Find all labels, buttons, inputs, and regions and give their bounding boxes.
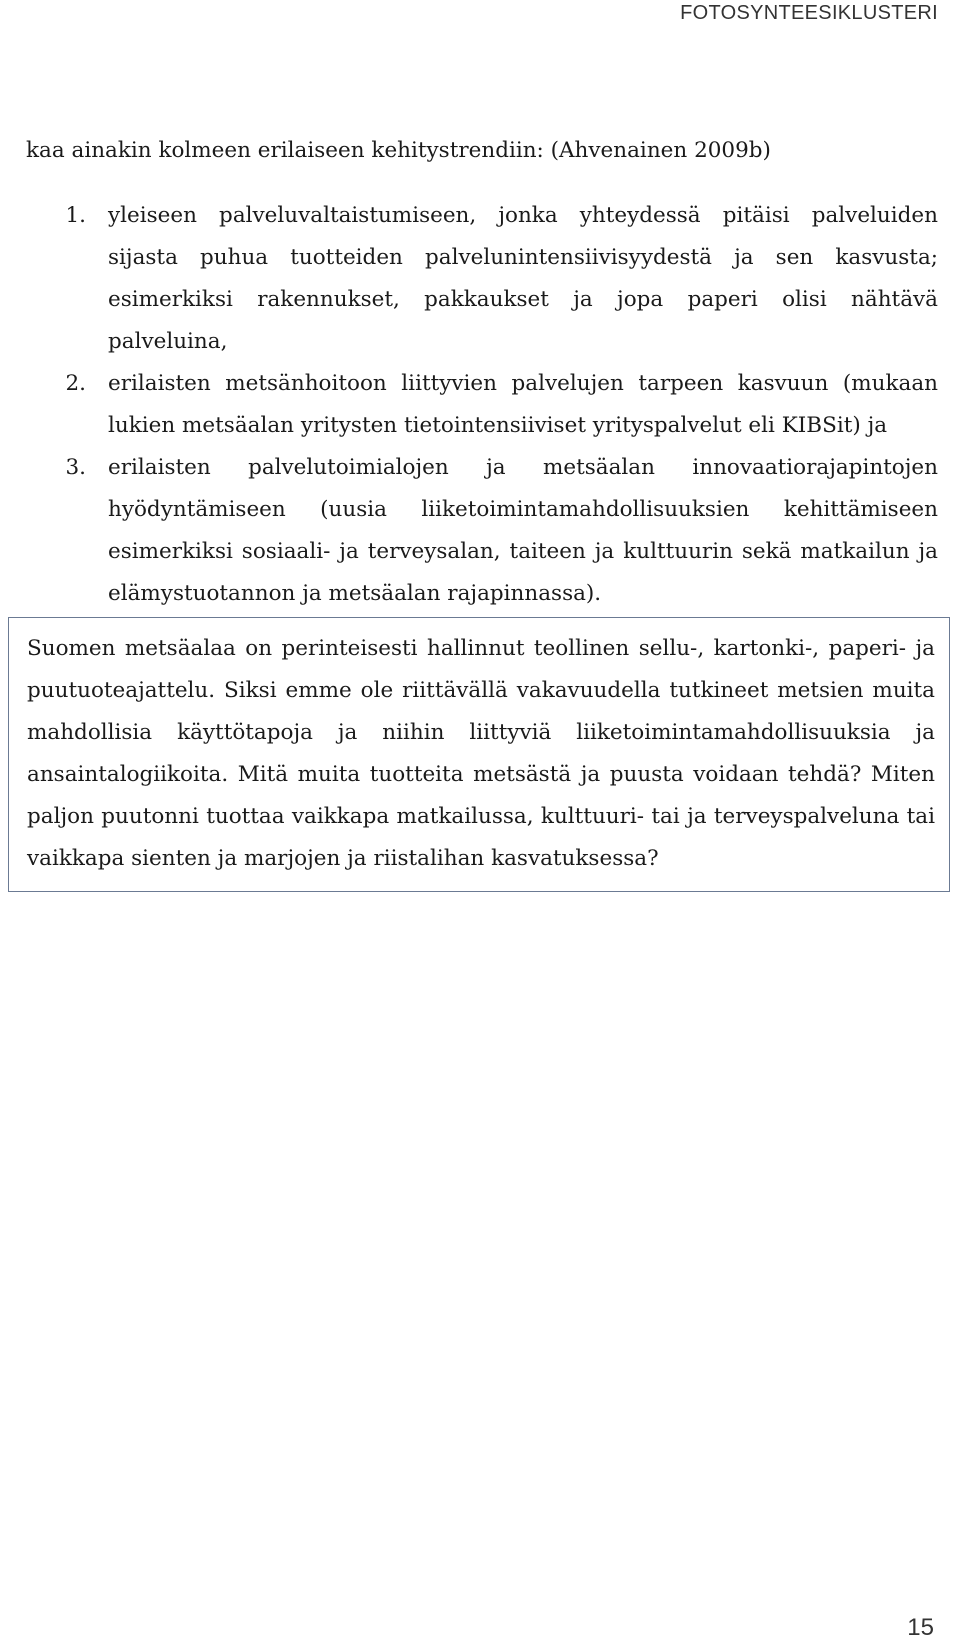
running-header: FOTOSYNTEESIKLUSTERI [680, 2, 938, 24]
list-item-number: 3. [65, 455, 86, 480]
callout-box [8, 617, 950, 892]
list-item-number: 2. [65, 371, 86, 396]
list-item [26, 447, 938, 615]
list-item [26, 363, 938, 447]
list-item-text: yleiseen palveluvaltaistumiseen, jonka yhteydessä pitäisi palveluiden sijasta puhua tuotteiden palvelunintensiivisyydestä ja sen kasvusta; esimerkiksi rakennukset, pakkaukset ja jopa paperi olisi nähtävä palveluina, [108, 203, 938, 354]
list-item [26, 195, 938, 363]
callout-text: Suomen metsäalaa on perinteisesti hallinnut teollinen sellu-, kartonki-, paperi- ja puutuoteajattelu. Siksi emme ole riittävällä vakavuudella tutkineet metsien muita mahdollisia käyttötapoja ja niihin liittyviä liiketoimintamahdollisuuksia ja ansaintalogiikoita. Mitä muita tuotteita metsästä ja puusta voidaan tehdä? Miten paljon puutonni tuottaa vaikkapa matkailussa, kulttuuri- tai ja terveyspalveluna tai vaikkapa sienten ja marjojen ja riistalihan kasvatuksessa? [27, 636, 935, 871]
list-item-text: erilaisten metsänhoitoon liittyvien palvelujen tarpeen kasvuun (mukaan lukien metsäalan yritysten tietointensiiviset yrityspalvelut eli KIBSit) ja [108, 371, 938, 438]
list-item-text: erilaisten palvelutoimialojen ja metsäalan innovaatiorajapintojen hyödyntämiseen (uusia liiketoimintamahdollisuuksien kehittämiseen esimerkiksi sosiaali- ja terveysalan, taiteen ja kulttuurin sekä matkailun ja elämystuotannon ja metsäalan rajapinnassa). [108, 455, 938, 606]
intro-paragraph: kaa ainakin kolmeen erilaiseen kehitystrendiin: (Ahvenainen 2009b) [26, 137, 771, 163]
page-number: 15 [907, 1614, 934, 1641]
list-item-number: 1. [65, 203, 86, 228]
numbered-list [26, 195, 938, 615]
